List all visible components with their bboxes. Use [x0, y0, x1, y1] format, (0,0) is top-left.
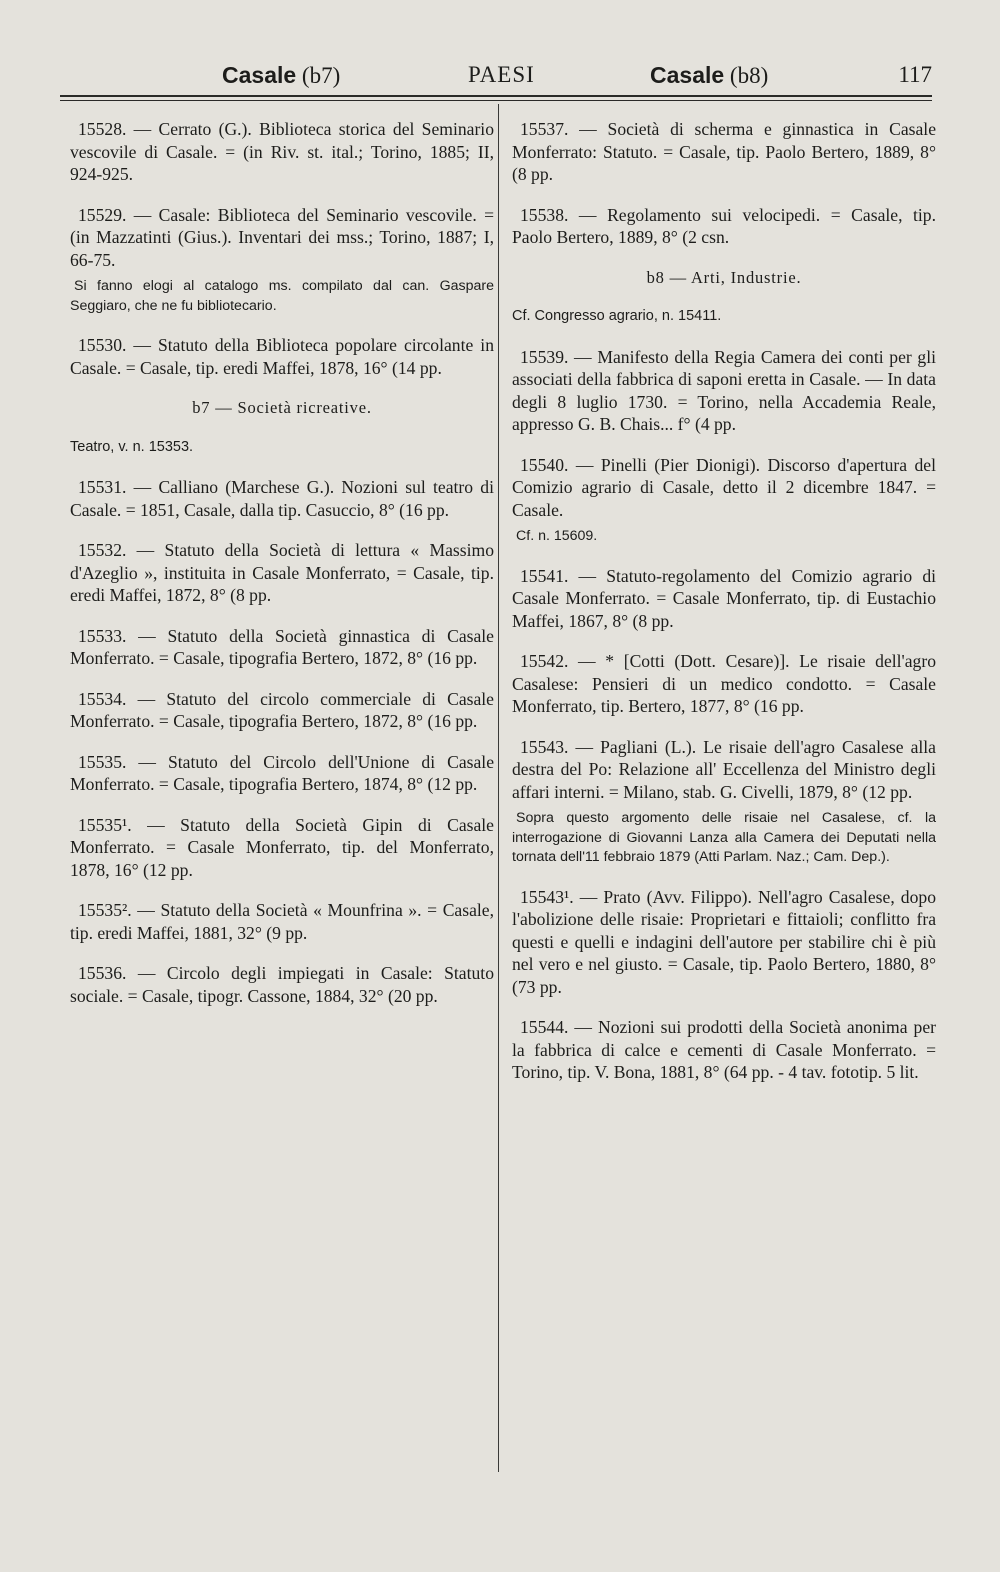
- running-head-center: PAESI: [468, 62, 535, 87]
- bibliography-entry: 15531. — Calliano (Marchese G.). Nozioni sul teatro di Casale. = 1851, Casale, dalla tip. Casuccio, 8° (16 pp.: [70, 477, 494, 520]
- running-head-right: Casale (b8): [650, 62, 769, 88]
- cross-reference: Cf. Congresso agrario, n. 15411.: [512, 308, 722, 324]
- bibliography-entry: 15532. — Statuto della Società di lettura « Massimo d'Azeglio », instituita in Casale Monferrato, = Casale, tip. eredi Maffei, 1872, 8° (8 pp.: [70, 540, 494, 605]
- left-column: [70, 118, 494, 1025]
- header-rule-thin: [60, 100, 932, 101]
- bibliography-entry: 15530. — Statuto della Biblioteca popolare circolante in Casale. = Casale, tip. eredi Maffei, 1878, 16° (14 pp.: [70, 335, 494, 378]
- column-divider: [498, 104, 499, 1472]
- bibliography-entry: 15543¹. — Prato (Avv. Filippo). Nell'agro Casalese, dopo l'abolizione delle risaie: Proprietari e fittaioli; conflitto fra questi e quelli e indagini dell'autore per stabilire chi è più nel vero e nel giusto. = Casale, tip. Paolo Bertero, 1880, 8° (73 pp.: [512, 886, 936, 997]
- bibliography-entry: 15541. — Statuto-regolamento del Comizio agrario di Casale Monferrato. = Casale Monferrato, tip. di Eustachio Maffei, 1867, 8° (8 pp.: [512, 565, 936, 631]
- page-number: 117: [898, 62, 932, 87]
- bibliography-entry: 15535¹. — Statuto della Società Gipin di Casale Monferrato. = Casale Monferrato, tip. del Monferrato, 1878, 16° (12 pp.: [70, 814, 494, 880]
- header-rule: [60, 95, 932, 97]
- bibliography-entry: 15544. — Nozioni sui prodotti della Società anonima per la fabbrica di calce e cementi di Casale Monferrato. = Torino, tip. V. Bona, 1881, 8° (64 pp. - 4 tav. fototip. 5 lit.: [512, 1017, 936, 1082]
- bibliography-entry: 15533. — Statuto della Società ginnastica di Casale Monferrato. = Casale, tipografia Bertero, 1872, 8° (16 pp.: [70, 625, 494, 668]
- bibliography-entry: 15528. — Cerrato (G.). Biblioteca storica del Seminario vescovile di Casale. = (in Riv. st. ital.; Torino, 1885; II, 924-925.: [70, 119, 494, 184]
- bibliography-entry: 15542. — * [Cotti (Dott. Cesare)]. Le risaie dell'agro Casalese: Pensieri di un medico condotto. = Casale Monferrato, tip. Bertero, 1877, 8° (16 pp.: [512, 651, 936, 716]
- section-heading: b8 — Arti, Industrie.: [646, 267, 802, 287]
- bibliography-entry: 15535². — Statuto della Società « Mounfrina ». = Casale, tip. eredi Maffei, 1881, 32° (9 pp.: [70, 900, 494, 943]
- bibliography-entry: 15543. — Pagliani (L.). Le risaie dell'agro Casalese alla destra del Po: Relazione all' Eccellenza del Ministro degli affari interni. = Milano, stab. G. Civelli, 1879, 8° (12 pp.: [512, 736, 936, 802]
- bibliography-entry: 15540. — Pinelli (Pier Dionigi). Discorso d'apertura del Comizio agrario di Casale, detto il 2 dicembre 1847. = Casale.: [512, 454, 936, 520]
- entry-note: Sopra questo argomento delle risaie nel Casalese, cf. la interrogazione di Giovanni Lanza alla Camera dei Deputati nella tornata dell'11 febbraio 1879 (Atti Parlam. Naz.; Cam. Dep.).: [512, 810, 936, 865]
- entry-note: Cf. n. 15609.: [516, 528, 598, 544]
- running-head-left: Casale (b7): [222, 62, 341, 88]
- section-heading: b7 — Società ricreative.: [192, 398, 372, 417]
- right-column: [512, 118, 936, 1102]
- bibliography-entry: 15534. — Statuto del circolo commerciale di Casale Monferrato. = Casale, tipografia Bertero, 1872, 8° (16 pp.: [70, 688, 494, 731]
- bibliography-entry: 15537. — Società di scherma e ginnastica in Casale Monferrato: Statuto. = Casale, tip. Paolo Bertero, 1889, 8° (8 pp.: [512, 119, 936, 184]
- bibliography-entry: 15539. — Manifesto della Regia Camera dei conti per gli associati della fabbrica di saponi eretta in Casale. — In data degli 8 luglio 1730. = Torino, nella Accademia Reale, appresso G. B. Chais... f° (4 pp.: [512, 346, 936, 434]
- entry-note: Si fanno elogi al catalogo ms. compilato dal can. Gaspare Seggiaro, che ne fu bibliotecario.: [70, 278, 494, 314]
- page-header: [60, 54, 932, 100]
- bibliography-entry: 15529. — Casale: Biblioteca del Seminario vescovile. = (in Mazzatinti (Gius.). Inventari dei mss.; Torino, 1887; I, 66-75.: [70, 204, 494, 270]
- cross-reference: Teatro, v. n. 15353.: [70, 438, 194, 455]
- bibliography-entry: 15536. — Circolo degli impiegati in Casale: Statuto sociale. = Casale, tipogr. Cassone, 1884, 32° (20 pp.: [70, 963, 494, 1006]
- bibliography-entry: 15538. — Regolamento sui velocipedi. = Casale, tip. Paolo Bertero, 1889, 8° (2 csn.: [512, 204, 936, 247]
- bibliography-entry: 15535. — Statuto del Circolo dell'Unione di Casale Monferrato. = Casale, tipografia Bertero, 1874, 8° (12 pp.: [70, 751, 494, 794]
